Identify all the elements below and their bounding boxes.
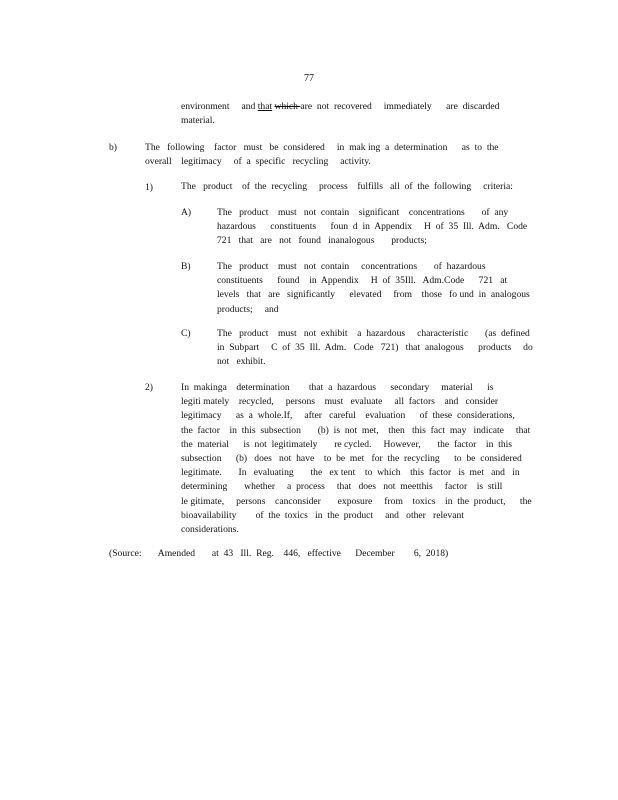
item-b-text (217, 260, 530, 317)
page-number: 77 (304, 73, 314, 84)
item-b-line: The product must not contain concentrations of hazardous (217, 261, 486, 272)
item-c-text (217, 327, 533, 370)
section-b-line: The following factor must be considered in mak ing a determination as to the (145, 142, 499, 153)
item-2-line: le gitimate, persons canconsider exposure from toxics in the product, the (181, 495, 532, 507)
item-2-line: bioavailability of the toxics in the product and other relevant (181, 509, 464, 521)
item-b-line: levels that are significantly elevated from those fo und in analogous (217, 289, 530, 301)
item-2-text (181, 381, 532, 537)
section-b-text (145, 141, 499, 169)
item-1-text: The product of the recycling process fulfills all of the following criteria: (181, 181, 513, 192)
item-2-line: determining whether a process that does not meetthis factor is still (181, 481, 503, 493)
intro-are: are (300, 101, 313, 112)
item-a-line: The product must not contain significant concentrations of any (217, 207, 509, 218)
item-c-label: C) (181, 328, 191, 339)
item-2-line: In makinga determination that a hazardous secondary material is (181, 382, 494, 393)
item-2-line: considerations. (181, 524, 239, 536)
item-2-line: legitimacy as a whole.If, after careful evaluation of these considerations, (181, 410, 515, 422)
item-a-line: 721 that are not found inanalogous products; (217, 235, 427, 247)
item-2-line: legitimate. In evaluating the ex tent to which this factor is met and in (181, 467, 520, 479)
item-1-label: 1) (145, 182, 153, 193)
item-b-line: constituents found in Appendix H of 35Ill. Adm.Code 721 at (217, 275, 508, 287)
item-a-line: hazardous constituents foun d in Appendix H of 35 Ill. Adm. Code (217, 221, 528, 233)
item-c-line: in Subpart C of 35 Ill. Adm. Code 721) that analogous products do (217, 342, 533, 354)
item-c-line: The product must not exhibit a hazardous characteristic (as defined (217, 328, 530, 339)
source-note: (Source: Amended at 43 Ill. Reg. 446, effective December 6, 2018) (109, 548, 449, 559)
section-b-line: overall legitimacy of a specific recycling activity. (145, 156, 371, 168)
item-b-label: B) (181, 261, 191, 272)
item-2-line: the material is not legitimately re cycled. However, the factor in this (181, 438, 513, 450)
item-b-line: products; and (217, 303, 279, 315)
item-c-line: not exhibit. (217, 356, 266, 368)
item-a-text (217, 206, 527, 249)
intro-line-2: material. (181, 115, 215, 126)
item-2-line: subsection (b) does not have to be met for the recycling to be considered (181, 453, 522, 465)
intro-text-suffix: not recovered immediately are discarded (312, 101, 500, 112)
struck-text: which (274, 101, 301, 112)
intro-text-prefix: environment and (181, 101, 258, 112)
item-a-label: A) (181, 207, 192, 218)
inserted-text: that (257, 101, 273, 112)
item-2-label: 2) (145, 382, 153, 393)
item-2-line: the factor in this subsection (b) is not met, then this fact may indicate that (181, 424, 531, 436)
item-2-line: legiti mately recycled, persons must evaluate all factors and consider (181, 396, 499, 408)
intro-line-1 (181, 101, 499, 113)
section-b-label: b) (109, 142, 117, 153)
